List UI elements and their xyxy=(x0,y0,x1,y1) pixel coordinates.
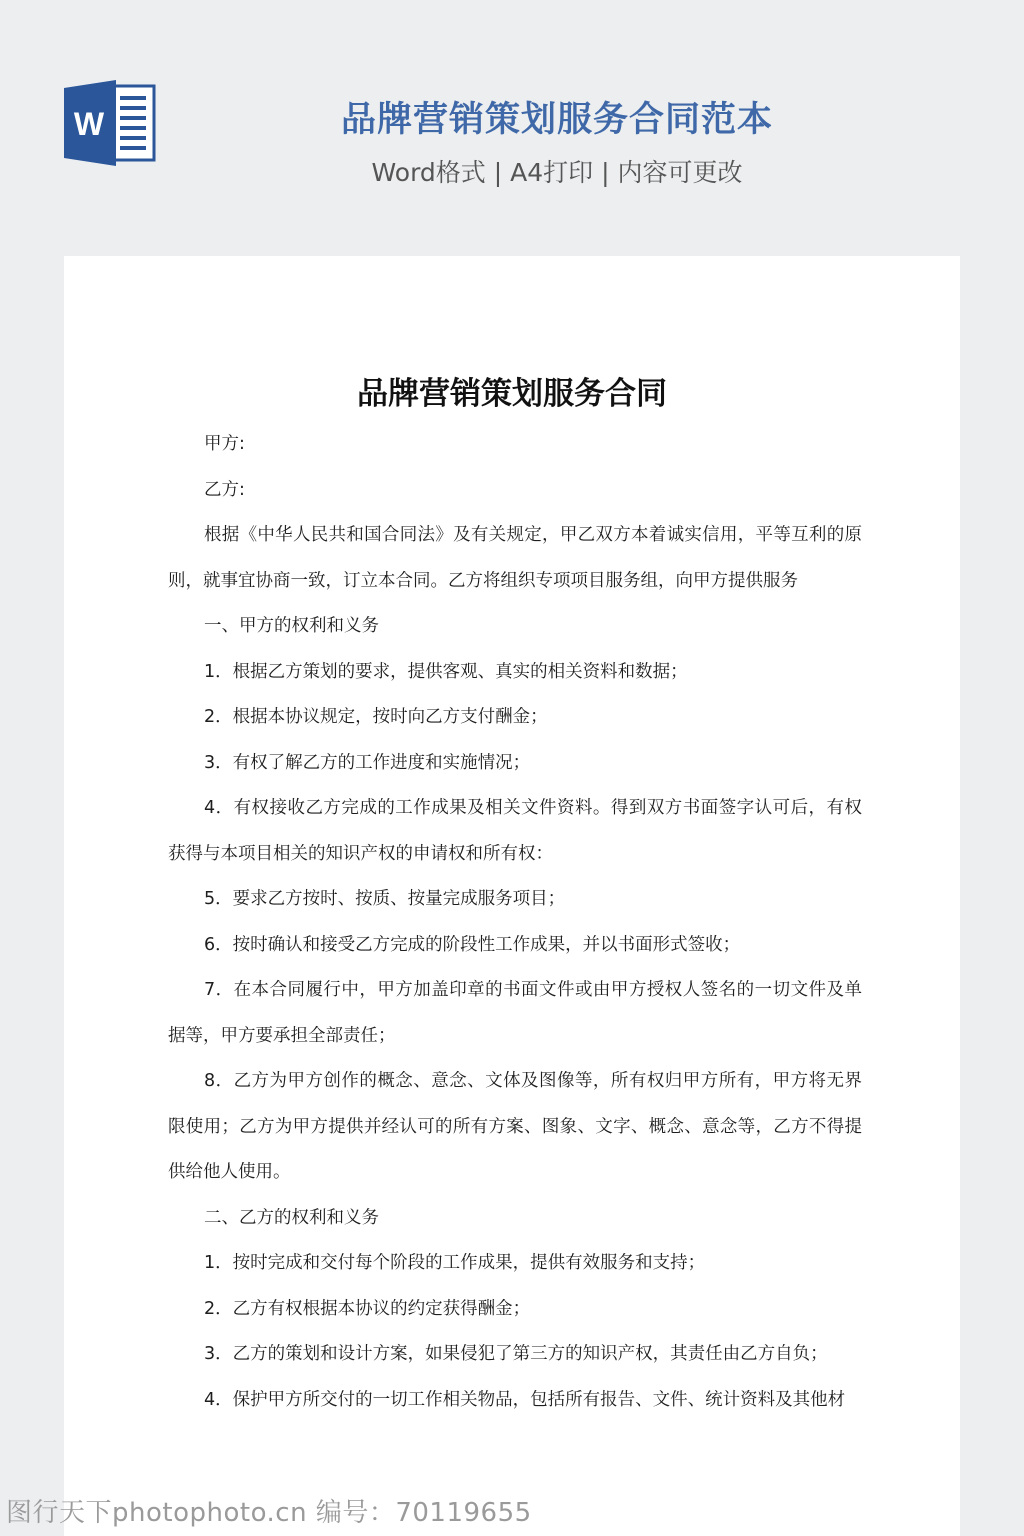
document-page xyxy=(64,256,960,1536)
clause-paragraph: 3．有权了解乙方的工作进度和实施情况； xyxy=(204,752,531,773)
preamble-paragraph: 根据《中华人民共和国合同法》及有关规定，甲乙双方本着诚实信用，平等互利的原则，就事宜协商一致，订立本合同。乙方将组织专项项目服务组，向甲方提供服务 xyxy=(168,525,862,591)
clause-paragraph: 2．根据本协议规定，按时向乙方支付酬金； xyxy=(204,707,548,727)
watermark: 图行天下photophoto.cn 编号：70119655 xyxy=(6,1498,532,1528)
clause-paragraph: 3．乙方的策划和设计方案，如果侵犯了第三方的知识产权，其责任由乙方自负； xyxy=(204,1344,828,1364)
clause-paragraph: 2．乙方有权根据本协议的约定获得酬金； xyxy=(204,1298,531,1319)
document-body xyxy=(168,422,862,1423)
logo-letter: W xyxy=(73,106,105,142)
clause-paragraph: 1．根据乙方策划的要求，提供客观、真实的相关资料和数据； xyxy=(204,661,688,682)
section-heading: 二、乙方的权利和义务 xyxy=(204,1207,379,1228)
banner-subtitle: Word格式 | A4打印 | 内容可更改 xyxy=(371,158,743,187)
word-document-icon xyxy=(64,80,156,166)
clause-paragraph: 6．按时确认和接受乙方完成的阶段性工作成果，并以书面形式签收； xyxy=(204,934,741,955)
party-a-line: 甲方: xyxy=(204,434,245,454)
clause-paragraph: 8．乙方为甲方创作的概念、意念、文体及图像等，所有权归甲方所有，甲方将无界限使用；乙方为甲方提供并经认可的所有方案、图象、文字、概念、意念等，乙方不得提供给他人使用。 xyxy=(168,1071,862,1182)
banner-title: 品牌营销策划服务合同范本 xyxy=(340,100,773,140)
clause-paragraph: 1．按时完成和交付每个阶段的工作成果，提供有效服务和支持； xyxy=(204,1253,706,1273)
clause-paragraph: 4．保护甲方所交付的一切工作相关物品，包括所有报告、文件、统计资料及其他材 xyxy=(204,1389,846,1410)
document-title: 品牌营销策划服务合同 xyxy=(357,376,667,412)
clause-paragraph: 7．在本合同履行中，甲方加盖印章的书面文件或由甲方授权人签名的一切文件及单据等，甲方要承担全部责任； xyxy=(168,980,862,1046)
banner xyxy=(0,0,1024,256)
section-heading: 一、甲方的权利和义务 xyxy=(204,616,379,636)
clause-paragraph: 4．有权接收乙方完成的工作成果及相关文件资料。得到双方书面签字认可后，有权获得与本项目相关的知识产权的申请权和所有权： xyxy=(168,798,862,864)
party-b-line: 乙方: xyxy=(204,479,245,500)
clause-paragraph: 5．要求乙方按时、按质、按量完成服务项目； xyxy=(204,889,566,909)
